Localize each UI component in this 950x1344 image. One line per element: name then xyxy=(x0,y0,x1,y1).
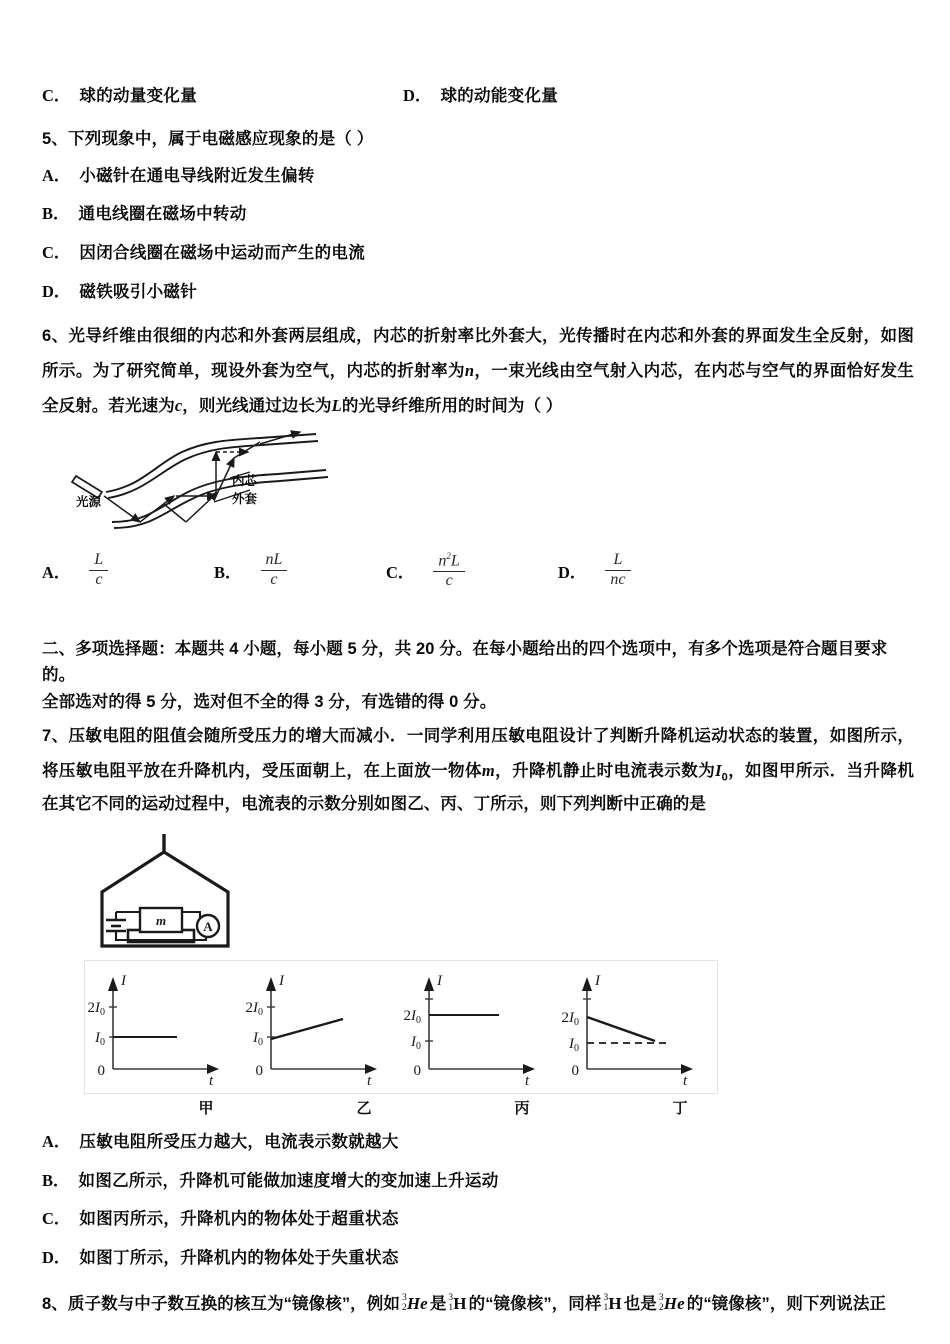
optical-fiber-figure xyxy=(64,430,364,530)
y-axis-arrow xyxy=(108,977,118,991)
q6-option-b-denominator: c xyxy=(261,570,288,590)
q7-stem-part1: 7、压敏电阻的阻值会随所受压力的增大而减小．一同学利用压敏电阻设计了判断升降机运动状态的装置，如图所示， xyxy=(42,726,914,745)
q7-stem-part2b: ，升降机静止时电流表示数为 xyxy=(494,761,716,780)
q6-options-row xyxy=(42,544,914,598)
nuclide-he3-first-mass-number: 3 xyxy=(401,1293,407,1304)
y-axis-arrow xyxy=(424,977,434,991)
q7-option-c[interactable] xyxy=(42,1209,914,1230)
tick-label-2I0: $2I_0$ xyxy=(561,1010,579,1029)
q6-option-b-letter: B． xyxy=(214,562,242,582)
nuclide-he3-second xyxy=(659,1287,685,1322)
q6-option-a[interactable] xyxy=(42,551,214,590)
q5-option-b[interactable] xyxy=(42,204,914,225)
q4-option-c[interactable] xyxy=(42,86,197,107)
graph-yi xyxy=(243,961,401,1093)
x-axis-label: t xyxy=(683,1073,688,1090)
graph-bing xyxy=(401,961,559,1093)
mass-block-label: m xyxy=(155,913,167,929)
q5-option-b-letter: B． xyxy=(42,204,70,224)
q6-option-d-denominator: nc xyxy=(605,570,630,590)
nuclide-h3-first-symbol: H xyxy=(453,1293,467,1313)
q6-stem-part2a: 所示。为了研究简单，现设外套为空气，内芯的折射率为 xyxy=(42,361,465,380)
section-2-line-2: 全部选对的得 5 分，选对但不全的得 3 分，有选错的得 0 分。 xyxy=(42,693,497,711)
q7-option-b-letter: B． xyxy=(42,1170,70,1190)
q8-part5: 的“镜像核”，则下列说法正 xyxy=(686,1294,887,1313)
y-axis-arrow xyxy=(582,977,592,991)
graph-caption-ding: 丁 xyxy=(672,1100,688,1118)
graph-ding xyxy=(559,961,717,1093)
ammeter-label: A xyxy=(203,919,213,935)
q7-var-I: I xyxy=(715,760,722,780)
q6-option-b-numerator: nL xyxy=(265,551,283,569)
q6-option-c[interactable] xyxy=(386,551,558,591)
nuclide-he3-second-atomic-number: 2 xyxy=(658,1303,664,1314)
q7-var-m: m xyxy=(481,760,495,780)
nuclide-he3-second-mass-number: 3 xyxy=(658,1293,664,1304)
elevator-apparatus-svg xyxy=(88,834,278,954)
nuclide-h3-second-atomic-number: 1 xyxy=(603,1303,609,1314)
q7-option-b[interactable] xyxy=(42,1171,914,1192)
q7-option-a[interactable] xyxy=(42,1132,914,1153)
nuclide-he3-first xyxy=(402,1287,428,1322)
nuclide-he3-second-symbol: He xyxy=(663,1293,685,1313)
q6-option-a-letter: A． xyxy=(42,562,71,582)
fiber-label-light-source: 光源 xyxy=(76,494,102,509)
tick-label-I0: $I_0$ xyxy=(253,1030,263,1049)
q7-options xyxy=(42,1132,914,1269)
q6-stem-part3b: ，则光线通过边长为 xyxy=(182,396,332,415)
graph-jia xyxy=(85,961,243,1093)
q6-option-c-fraction xyxy=(433,551,464,591)
current-time-graphs-strip xyxy=(84,960,718,1118)
q7-option-c-text: 如图丙所示，升降机内的物体处于超重状态 xyxy=(79,1210,399,1229)
graph-yi-svg xyxy=(243,961,401,1093)
y-axis-arrow xyxy=(266,977,276,991)
q7-stem-part3: 机在其它不同的运动过程中，电流表的示数分别如图乙、丙、丁所示，则下列判断中正确的是 xyxy=(42,761,914,814)
nuclide-h3-second-mass-number: 3 xyxy=(603,1293,609,1304)
fiber-lower-inner-line xyxy=(112,470,326,522)
q6-option-a-numerator: L xyxy=(94,551,104,569)
graph-ding-svg xyxy=(559,961,717,1093)
origin-label: 0 xyxy=(571,1063,579,1080)
graph-jia-svg xyxy=(85,961,243,1093)
question-5-stem: 5、下列现象中，属于电磁感应现象的是（ ） xyxy=(42,129,374,148)
q6-option-c-letter: C． xyxy=(386,562,415,582)
q5-option-d[interactable] xyxy=(42,282,914,303)
q6-option-c-denominator: c xyxy=(433,571,464,591)
q6-option-c-num-exponent: 2 xyxy=(446,550,451,561)
fiber-label-core: 内芯 xyxy=(232,473,258,488)
q6-stem-part3c: 的光导纤维所用的时间为（ ） xyxy=(341,396,563,415)
graph-caption-jia: 甲 xyxy=(198,1100,214,1118)
nuclide-h3-first-atomic-number: 1 xyxy=(448,1303,454,1314)
q4-option-d-text: 球的动能变化量 xyxy=(440,87,559,105)
nuclide-h3-second xyxy=(604,1287,622,1322)
q5-option-d-text: 磁铁吸引小磁针 xyxy=(79,282,198,301)
q6-stem-part1: 6、光导纤维由很细的内芯和外套两层组成，内芯的折射率比外套大，光传播时在内芯和外套的界面发生全反射，如图 xyxy=(42,327,914,346)
tick-label-2I0: $2I_0$ xyxy=(87,1000,105,1019)
q6-option-d-letter: D． xyxy=(558,562,587,582)
q8-part1: 8、质子数与中子数互换的核互为“镜像核”，例如 xyxy=(42,1294,400,1313)
q5-option-a-letter: A． xyxy=(42,165,71,185)
curve-rising-from-I0 xyxy=(271,1019,343,1039)
q6-var-L: L xyxy=(331,395,342,415)
q6-option-b[interactable] xyxy=(214,551,386,590)
q5-option-c-letter: C． xyxy=(42,242,71,262)
q7-option-b-text: 如图乙所示，升降机可能做加速度增大的变加速上升运动 xyxy=(78,1171,499,1190)
q5-option-d-letter: D． xyxy=(42,281,71,301)
q7-option-a-letter: A． xyxy=(42,1132,71,1152)
q6-var-c: c xyxy=(174,395,183,415)
y-axis-label: I xyxy=(595,973,600,990)
q4-options-tail xyxy=(42,86,914,107)
nuclide-h3-second-symbol: H xyxy=(608,1293,622,1313)
question-7-stem xyxy=(42,720,914,822)
origin-label: 0 xyxy=(255,1063,263,1080)
graph-bing-svg xyxy=(401,961,559,1093)
curve-falling-from-2I0 xyxy=(587,1017,655,1041)
q4-option-d-letter: D． xyxy=(403,86,432,105)
q4-option-c-text: 球的动量变化量 xyxy=(79,87,198,105)
tick-label-2I0: $2I_0$ xyxy=(245,1000,263,1019)
q7-option-d-text: 如图丁所示，升降机内的物体处于失重状态 xyxy=(79,1249,399,1268)
q6-option-a-fraction xyxy=(89,551,108,590)
q8-part2: 是 xyxy=(429,1294,447,1313)
tick-label-I0: $I_0$ xyxy=(569,1036,579,1055)
tick-label-I0: $I_0$ xyxy=(95,1030,105,1049)
elevator-apparatus-figure xyxy=(88,834,278,954)
y-axis-label: I xyxy=(437,973,442,990)
q6-stem-part3a: 生全反射。若光速为 xyxy=(42,361,915,415)
q6-option-d-numerator: L xyxy=(613,551,623,569)
q6-option-d-fraction xyxy=(605,551,630,590)
graph-caption-yi: 乙 xyxy=(356,1100,372,1118)
fiber-label-cladding: 外套 xyxy=(232,491,258,506)
q4-option-d[interactable] xyxy=(403,86,558,107)
q7-stem-part2a: 将压敏电阻平放在升降机内，受压面朝上，在上面放一物体 xyxy=(42,761,482,780)
q7-option-d-letter: D． xyxy=(42,1248,71,1268)
question-6-stem xyxy=(42,320,914,423)
q6-option-c-numerator xyxy=(433,551,464,571)
optical-fiber-svg xyxy=(64,430,364,530)
section-2-line-1: 二、多项选择题：本题共 4 小题，每小题 5 分，共 20 分。在每小题给出的四个选项中，有多个选项是符合题目要求的。 xyxy=(42,639,888,685)
x-axis-label: t xyxy=(209,1073,214,1090)
q7-option-c-letter: C． xyxy=(42,1209,71,1229)
nuclide-h3-first xyxy=(448,1287,466,1322)
q8-part3: 的“镜像核”，同样 xyxy=(468,1294,602,1313)
question-8-stem xyxy=(42,1287,914,1322)
q6-option-d[interactable] xyxy=(558,551,631,590)
origin-label: 0 xyxy=(413,1063,421,1080)
q5-option-a-text: 小磁针在通电导线附近发生偏转 xyxy=(79,166,315,185)
q6-option-c-num-tail: L xyxy=(450,551,460,569)
q5-option-c[interactable] xyxy=(42,243,914,264)
origin-label: 0 xyxy=(97,1063,105,1080)
page-content xyxy=(42,86,914,1322)
q7-var-I-subscript: 0 xyxy=(721,770,728,783)
q6-stem-part2b: ，一束光线由空气射入内芯，在内芯与空气的界面恰好发 xyxy=(474,361,898,380)
q7-option-a-text: 压敏电阻所受压力越大，电流表示数就越大 xyxy=(79,1133,399,1152)
tick-label-2I0: $2I_0$ xyxy=(403,1008,421,1027)
q8-part4: 也是 xyxy=(623,1294,657,1313)
x-axis-label: t xyxy=(367,1073,372,1090)
graph-caption-bing: 丙 xyxy=(514,1100,530,1118)
y-axis-label: I xyxy=(121,973,126,990)
q6-option-c-num-base: n xyxy=(438,551,447,569)
q6-var-n: n xyxy=(464,360,475,380)
q5-option-a[interactable] xyxy=(42,166,914,187)
q6-option-a-denominator: c xyxy=(89,570,108,590)
q5-option-c-text: 因闭合线圈在磁场中运动而产生的电流 xyxy=(79,243,366,262)
y-axis-label: I xyxy=(279,973,284,990)
q6-option-b-fraction xyxy=(261,551,288,590)
q7-stem-part2c: ，如图甲所示．当升降 xyxy=(727,761,898,780)
section-2-heading xyxy=(42,636,914,716)
q7-option-d[interactable] xyxy=(42,1248,914,1269)
fiber-upper-inner-line xyxy=(108,441,318,498)
circuit-wire-bottom xyxy=(116,932,206,940)
nuclide-he3-first-symbol: He xyxy=(406,1293,428,1313)
q4-option-c-letter: C． xyxy=(42,86,71,105)
nuclide-he3-first-atomic-number: 2 xyxy=(401,1303,407,1314)
x-axis-label: t xyxy=(525,1073,530,1090)
nuclide-h3-first-mass-number: 3 xyxy=(448,1293,454,1304)
tick-label-I0: $I_0$ xyxy=(411,1034,421,1053)
q5-option-b-text: 通电线圈在磁场中转动 xyxy=(78,205,247,224)
